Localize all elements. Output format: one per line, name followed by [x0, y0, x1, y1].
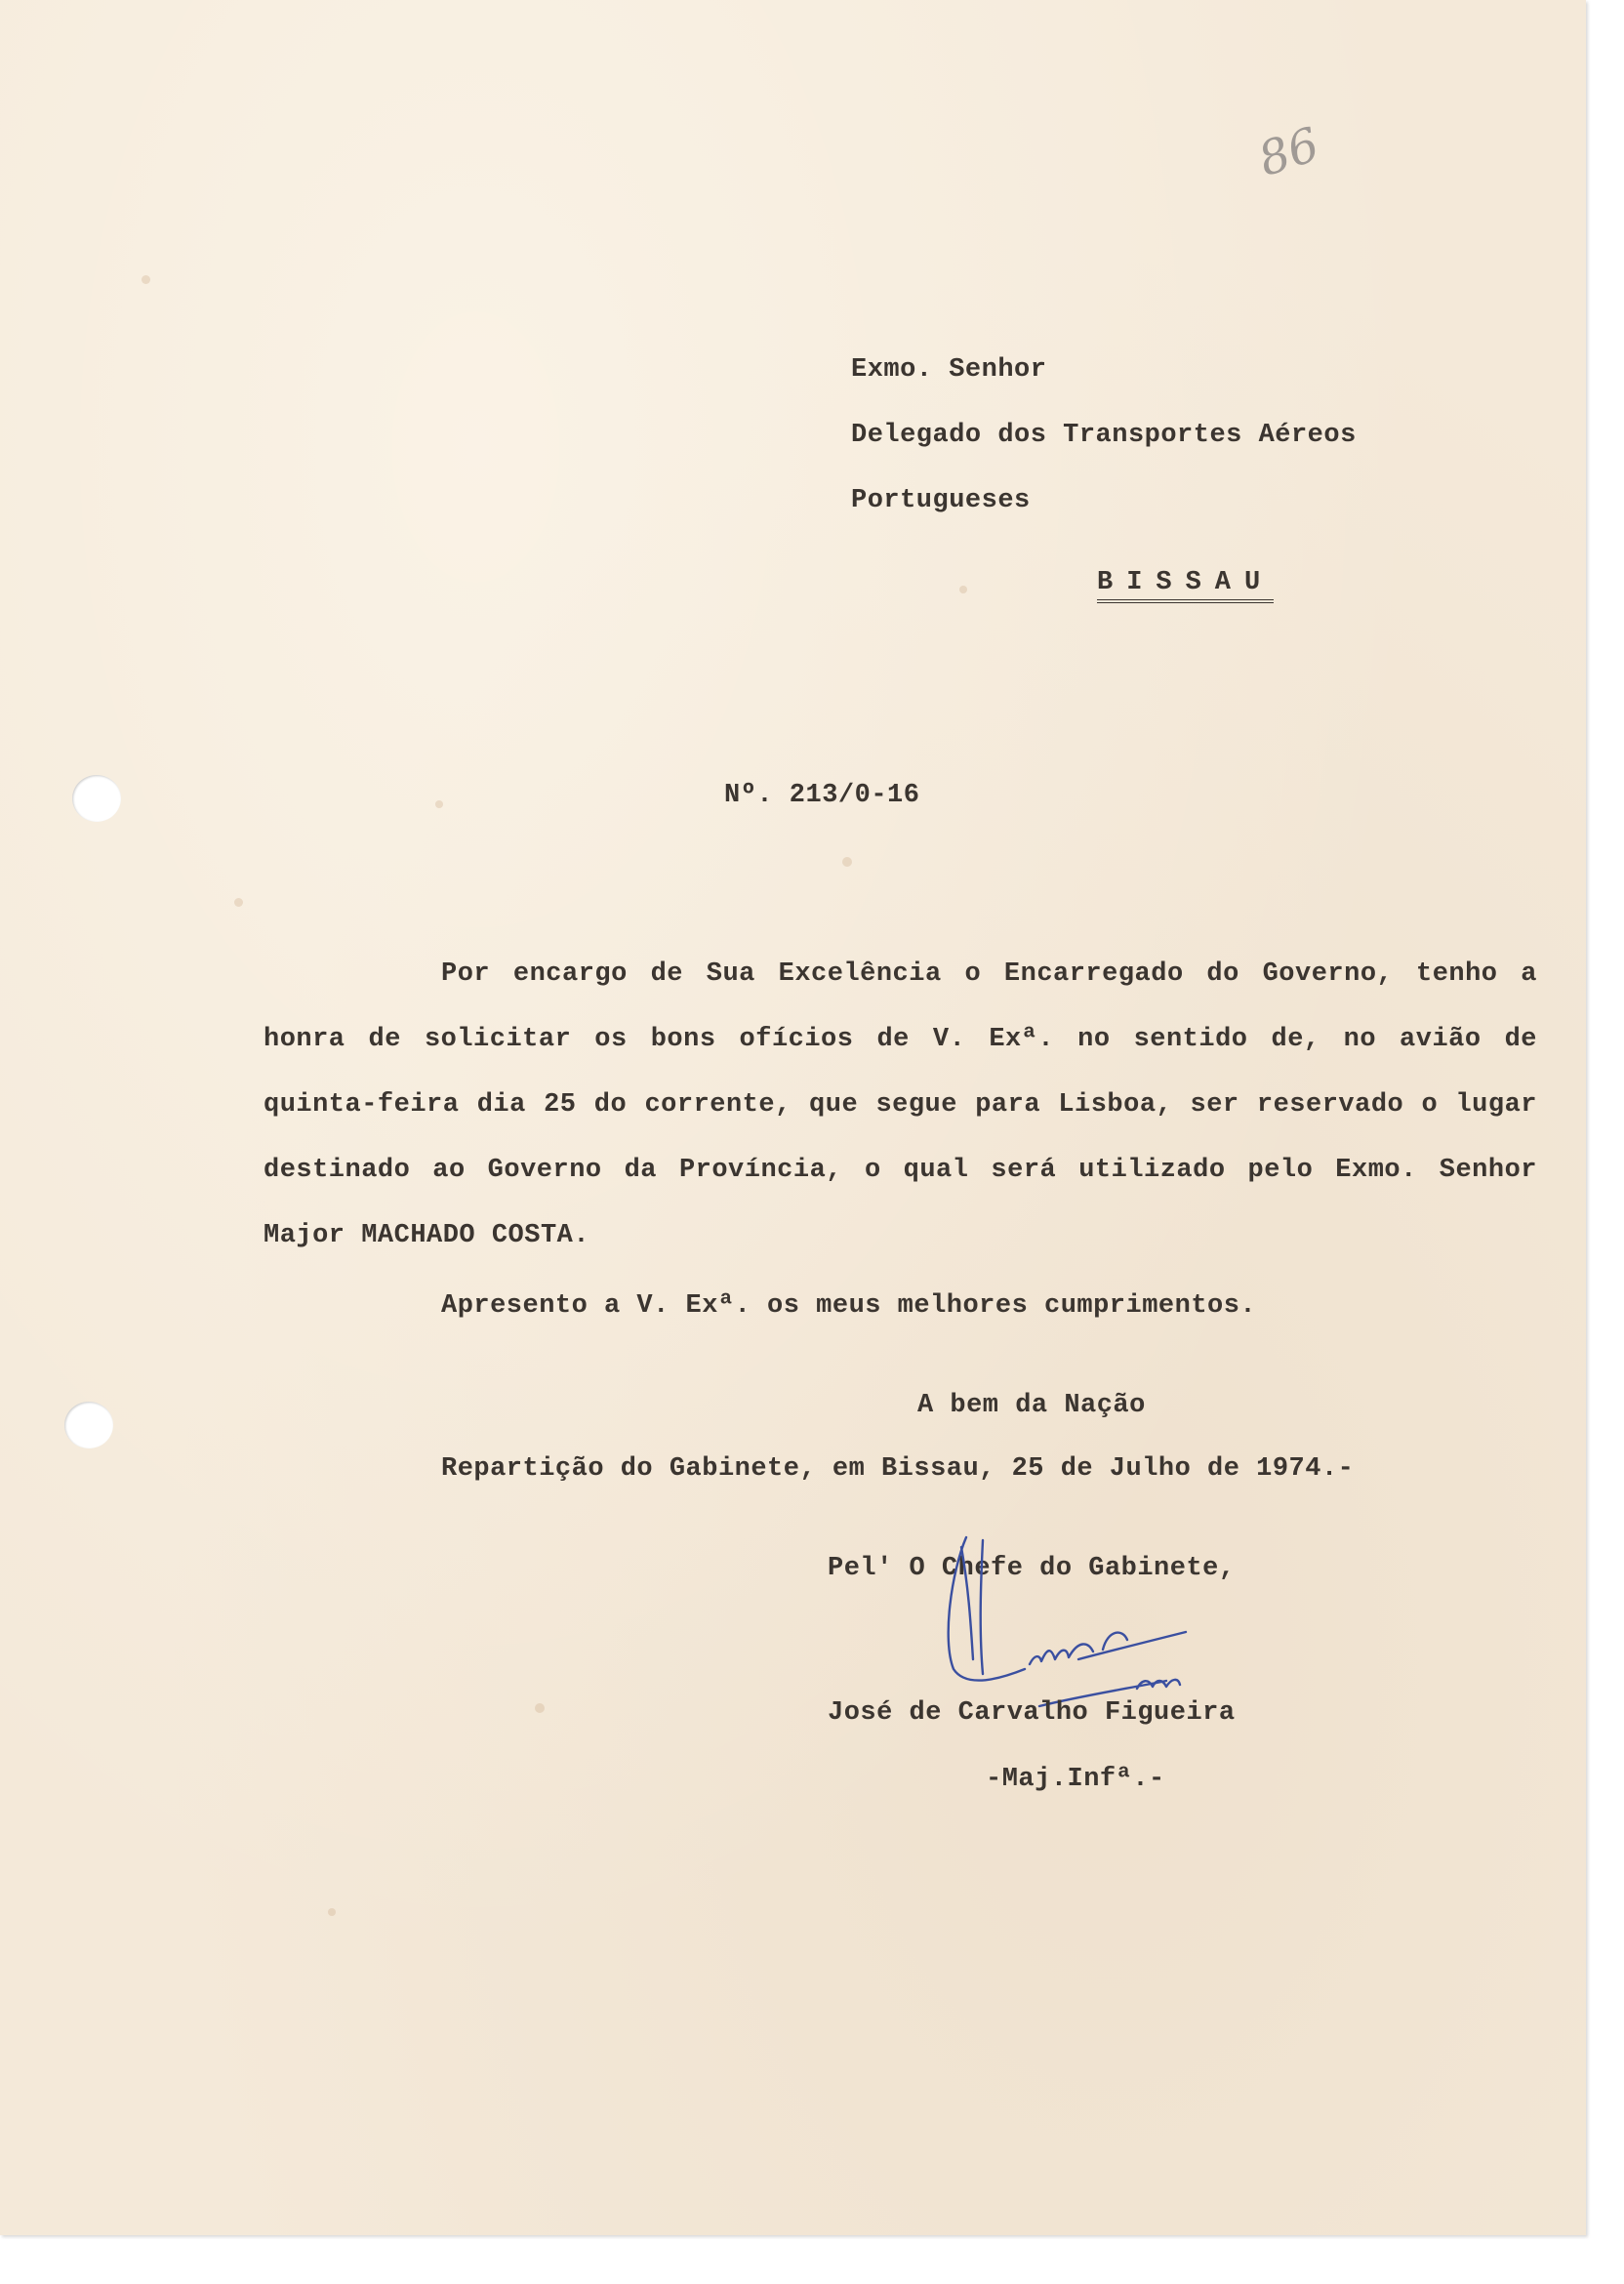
motto: A bem da Nação	[917, 1391, 1146, 1420]
foxing-spot	[328, 1908, 336, 1916]
place-date: Repartição do Gabinete, em Bissau, 25 de Julho de 1974.-	[441, 1454, 1355, 1484]
letter-body: Por encargo de Sua Excelência o Encarregado do Governo, tenho a honra de solicitar os bons ofícios de V. Exª. no sentido de, no avião de quinta-feira dia 25 do corrente, que segue para Lisboa, ser reservado o lugar destinado ao Governo da Província, o qual será utilizado pelo Exmo. Senhor Major MACHADO COSTA.	[264, 959, 1537, 1250]
foxing-spot	[234, 898, 243, 907]
signatory-name: José de Carvalho Figueira	[828, 1698, 1236, 1728]
reference-number: Nº. 213/0-16	[724, 781, 920, 810]
foxing-spot	[142, 275, 150, 284]
recipient-city: BISSAU	[1097, 568, 1274, 603]
recipient-salutation: Exmo. Senhor	[851, 355, 1047, 385]
closing-line: Apresento a V. Exª. os meus melhores cumprimentos.	[441, 1291, 1257, 1321]
signatory-rank: -Maj.Infª.-	[986, 1765, 1165, 1794]
foxing-spot	[842, 857, 852, 867]
punch-hole-top	[72, 775, 121, 822]
punch-hole-bottom	[64, 1402, 113, 1448]
foxing-spot	[435, 800, 443, 808]
signatory-on-behalf: Pel' O Chefe do Gabinete,	[828, 1554, 1236, 1583]
recipient-title-line1: Delegado dos Transportes Aéreos	[851, 421, 1357, 450]
archive-number: 86	[1251, 116, 1326, 188]
foxing-spot	[535, 1703, 545, 1713]
recipient-title-line2: Portugueses	[851, 486, 1031, 515]
foxing-spot	[959, 586, 967, 593]
